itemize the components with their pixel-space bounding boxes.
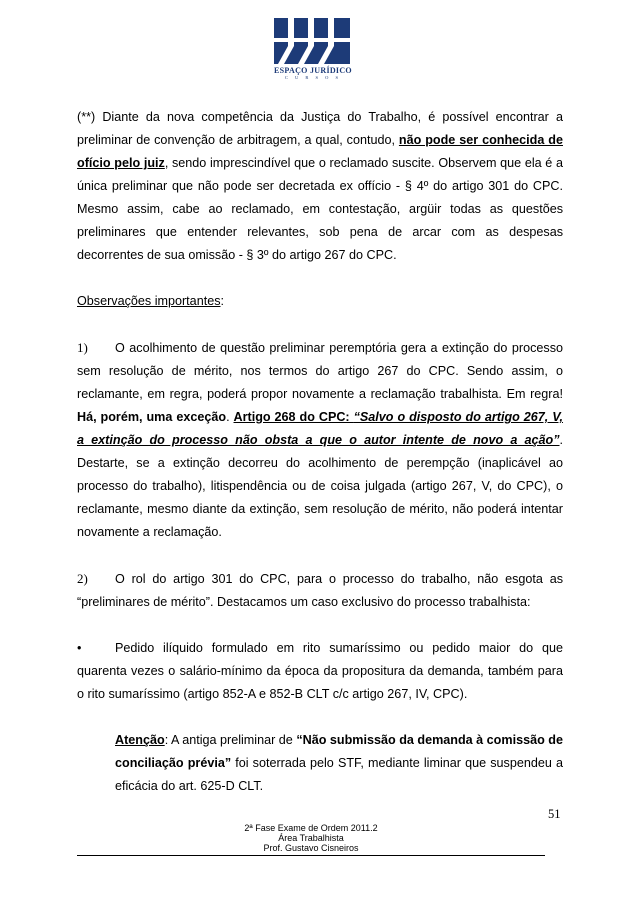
- item-1-text-2: . Destarte, se a extinção decorreu do acolhimento de perempção (inaplicável ao processo do trabalho), litispendência ou de coisa julgada (artigo 267, V, do CPC), o reclamante, mesmo diante da extinção, sem resolução de mérito, não poderá intentar novamente a reclamação.: [77, 433, 563, 539]
- document-body: [77, 106, 563, 798]
- item-1-text-1: O acolhimento de questão preliminar peremptória gera a extinção do processo sem resolução de mérito, nos termos do artigo 267 do CPC. Sendo assim, o reclamante, em regra, poderá propor novamente a reclamação trabalhista. Em regra!: [77, 341, 563, 401]
- footer-line-2: Área Trabalhista: [278, 833, 344, 843]
- paragraph-arbitragem: [77, 106, 563, 267]
- atencao-note: [77, 729, 563, 798]
- item-2-text: O rol do artigo 301 do CPC, para o processo do trabalho, não esgota as “preliminares de mérito”. Destacamos um caso exclusivo do processo trabalhista:: [77, 572, 563, 609]
- atencao-bold: “Não submissão da demanda à comissão de conciliação prévia”: [115, 733, 563, 770]
- p1-text-2: , sendo imprescindível que o reclamado suscite. Observem que ela é a única preliminar que não pode ser decretada ex offício - § 4º do artigo 301 do CPC. Mesmo assim, cabe ao reclamado, em contestação, argüir todas as questões preliminares que entender relevantes, sob pena de arcar com as despesas decorrentes de sua omissão - § 3º do artigo 267 do CPC.: [77, 156, 563, 262]
- logo-name: ESPAÇO JURÍDICO: [274, 66, 352, 75]
- bullet-icon: •: [77, 641, 82, 655]
- page-number: 51: [548, 807, 561, 821]
- p1-text-1: (**) Diante da nova competência da Justiça do Trabalho, é possível encontrar a preliminar de convenção de arbitragem, a qual, contudo,: [77, 110, 563, 147]
- atencao-text-2: foi soterrada pelo STF, mediante liminar que suspendeu a eficácia do art. 625-D CLT.: [115, 756, 563, 793]
- observacoes-label: Observações importantes: [77, 294, 221, 308]
- item-2-number: 2): [77, 571, 88, 586]
- logo-subtitle: C U R S O S: [284, 75, 342, 80]
- bullet-item: [77, 637, 563, 706]
- atencao-text-1: : A antiga preliminar de: [164, 733, 297, 747]
- item-1-quote: “Salvo o disposto do artigo 267, V, a extinção do processo não obsta a que o autor intente de novo a ação”: [77, 410, 563, 447]
- p1-emphasis: não pode ser conhecida de ofício pelo juiz: [77, 133, 563, 170]
- footer-line-1: 2ª Fase Exame de Ordem 2011.2: [244, 823, 378, 833]
- item-1: [77, 336, 563, 544]
- observacoes-colon: :: [220, 294, 224, 308]
- logo-text: [268, 66, 358, 81]
- footer: [200, 823, 422, 853]
- item-2: [77, 567, 563, 614]
- footer-line-3: Prof. Gustavo Cisneiros: [263, 843, 359, 853]
- atencao-label: Atenção: [115, 733, 165, 747]
- footer-divider: [77, 855, 545, 856]
- item-1-article-ref: Artigo 268 do CPC:: [233, 410, 354, 424]
- item-1-period: .: [226, 410, 234, 424]
- bullet-text: Pedido ilíquido formulado em rito sumaríssimo ou pedido maior do que quarenta vezes o salário-mínimo da época da propositura da demanda, também para o rito sumaríssimo (artigo 852-A e 852-B CLT c/c artigo 267, IV, CPC).: [77, 641, 563, 701]
- item-1-number: 1): [77, 340, 88, 355]
- observacoes-heading: [77, 290, 563, 313]
- item-1-bold: Há, porém, uma exceção: [77, 410, 227, 424]
